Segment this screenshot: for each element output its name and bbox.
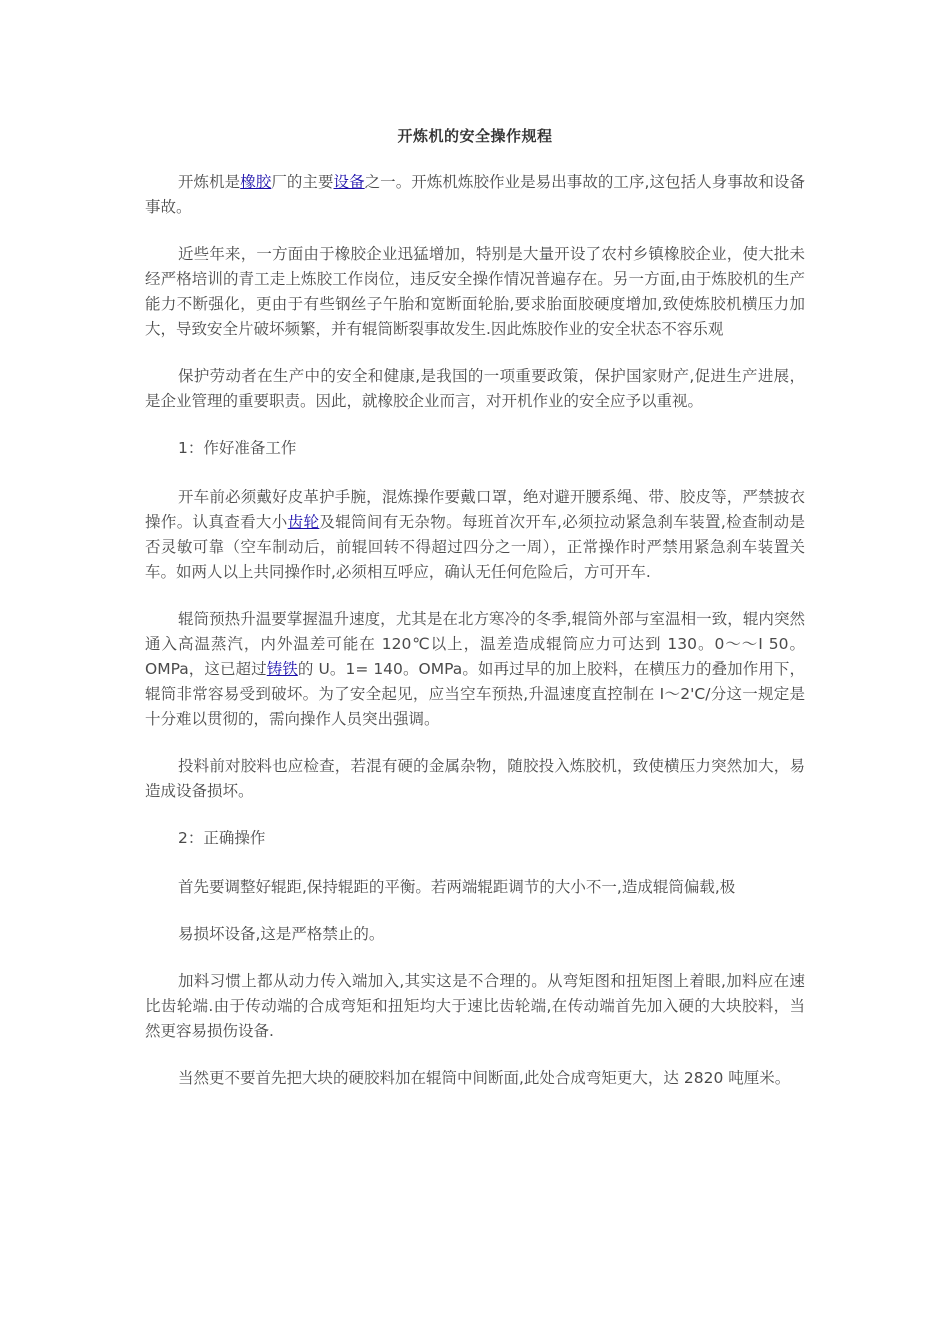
section-heading-operation: 2：正确操作 [178, 829, 266, 847]
paragraph-roll-gap: 首先要调整好辊距,保持辊距的平衡。若两端辊距调节的大小不一,造成辊筒偏载,极 [178, 878, 736, 896]
paragraph-pre-start: 开车前必须戴好皮革护手腕，混炼操作要戴口罩，绝对避开腰系绳、带、胶皮等，严禁披衣操作。认真查看大小齿轮及辊筒间有无杂物。每班首次开车,必须拉动紧急刹车装置,检查制动是否灵敏可靠（空车制动后，前辊回转不得超过四分之一周），正常操作时严禁用紧急刹车装置关车。如两人以上共同操作时,必须相互呼应，确认无任何危险后，方可开车. [145, 488, 805, 581]
section-heading-preparation: 1：作好准备工作 [178, 439, 297, 457]
paragraph-roll-gap-cont: 易损坏设备,这是严格禁止的。 [178, 925, 385, 943]
document-body [145, 170, 805, 1113]
paragraph-bending-moment: 当然更不要首先把大块的硬胶料加在辊筒中间断面,此处合成弯矩更大，达 2820 吨厘米。 [178, 1069, 791, 1087]
link-cast-iron[interactable]: 铸铁 [266, 660, 298, 678]
paragraph-background: 近些年来，一方面由于橡胶企业迅猛增加，特别是大量开设了农村乡镇橡胶企业，使大批未经严格培训的青工走上炼胶工作岗位，违反安全操作情况普遍存在。另一方面,由于炼胶机的生产能力不断强化，更由于有些钢丝子午胎和宽断面轮胎,要求胎面胶硬度增加,致使炼胶机横压力加大，导致安全片破坏频繁，并有辊筒断裂事故发生.因此炼胶作业的安全状态不容乐观 [145, 245, 805, 338]
link-rubber[interactable]: 橡胶 [240, 173, 272, 191]
paragraph-feeding: 加料习惯上都从动力传入端加入,其实这是不合理的。从弯矩图和扭矩图上着眼,加料应在速比齿轮端.由于传动端的合成弯矩和扭矩均大于速比齿轮端,在传动端首先加入硬的大块胶料，当然更容易损伤设备. [145, 972, 805, 1040]
document-title: 开炼机的安全操作规程 [397, 127, 553, 145]
paragraph-material-check: 投料前对胶料也应检查，若混有硬的金属杂物，随胶投入炼胶机，致使横压力突然加大，易造成设备损坏。 [145, 757, 805, 800]
paragraph-policy: 保护劳动者在生产中的安全和健康,是我国的一项重要政策，保护国家财产,促进生产进展，是企业管理的重要职责。因此，就橡胶企业而言，对开机作业的安全应予以重视。 [145, 367, 805, 410]
paragraph-intro: 开炼机是橡胶厂的主要设备之一。开炼机炼胶作业是易出事故的工序,这包括人身事故和设备事故。 [145, 173, 805, 216]
link-equipment[interactable]: 设备 [333, 173, 365, 191]
paragraph-preheat: 辊筒预热升温要掌握温升速度，尤其是在北方寒冷的冬季,辊筒外部与室温相一致，辊内突然通入高温蒸汽，内外温差可能在 120℃以上，温差造成辊筒应力可达到 130。0～～I 50。OMPa，这已超过铸铁的 U。1= 140。OMPa。如再过早的加上胶料，在横压力的叠加作用下，辊筒非常容易受到破坏。为了安全起见，应当空车预热,升温速度直控制在 I～2'C/分这一规定是十分难以贯彻的，需向操作人员突出强调。 [145, 610, 805, 728]
link-gear[interactable]: 齿轮 [287, 513, 320, 531]
